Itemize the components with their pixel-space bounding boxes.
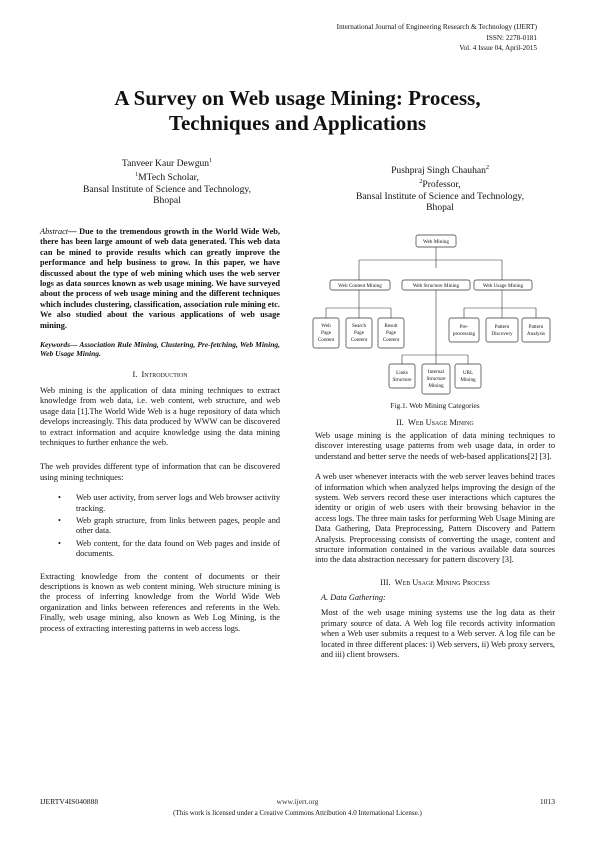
node-links-structure [389, 364, 415, 388]
section-2-heading [315, 418, 555, 428]
list-item: • Web graph structure, from links between pages, people and other data. [40, 516, 280, 537]
author-1 [52, 156, 282, 207]
section-2-number: II. [396, 418, 404, 427]
keywords-text: Association Rule Mining, Clustering, Pre-fetching, Web Mining, Web Usage Mining. [40, 340, 280, 359]
abstract-text: — Due to the tremendous growth in the World Wide Web, there has been large amount of web data generated. This web data can be mined to provide results which can greatly improve the performance and help business to grow. In this paper, we have discussed about the type of web mining which uses the web server logs as data sources known as web usage mining. We have surveyed about the process of web usage mining and the different techniques which includes clustering, classification, association rule mining etc. We also studied about the various applications of web usage mining. [40, 227, 280, 330]
label-text: Web [321, 323, 331, 329]
page-number: 1013 [539, 797, 555, 806]
figure-caption: Fig.1. Web Mining Categories [390, 401, 480, 410]
author-1-role-sup: 1 [135, 171, 139, 178]
label-text: Page [320, 330, 332, 336]
section-2-paragraph-2: A web user whenever interacts with the web server leaves behind traces of information which when analyzed helps improving the design of the system. Web servers record these user interactions which captures the identity or origin of web users with their browsing behavior in the access logs. The three main tasks for performing Web Usage Mining are Data Gathering, Data Preprocessing, Pattern Discovery and Pattern Analysis. Preprocessing consists of converting the usage, content and structure information contained in the various available data sources into the data abstraction necessary for pattern discovery [3]. [315, 472, 555, 565]
title-line-1: A Survey on Web usage Mining: Process, [114, 86, 481, 110]
label-text: Mining [428, 383, 444, 389]
left-column [40, 227, 280, 643]
title-line-2: Techniques and Applications [168, 111, 427, 135]
list-item: • Web content, for the data found on Web pages and inside of documents. [40, 539, 280, 560]
section-3-number: III. [380, 577, 391, 587]
issn: ISSN: 2278-0181 [486, 33, 537, 42]
label-text: Discovery [491, 331, 513, 337]
label-text: Result [384, 323, 398, 329]
author-1-name: Tanveer Kaur Dewgun [121, 158, 210, 170]
label-text: Page [353, 330, 365, 336]
section-2-paragraph-1: Web usage mining is the application of data mining techniques to discover interesting usage patterns from web usage data, in order to understand and better serve the needs of web-based applications[2] [3]. [315, 431, 555, 461]
section-1-number: I. [132, 369, 138, 379]
keywords-label: Keywords— [40, 340, 78, 350]
abstract-label: Abstract [40, 227, 69, 236]
volume-info: Vol. 4 Issue 04, April-2015 [459, 44, 537, 52]
subsection-a-heading: A. Data Gathering: [321, 592, 386, 602]
label-usage-mining: Web Usage Mining [482, 283, 524, 289]
node-preprocessing [449, 318, 479, 342]
label-text: Internal [427, 369, 445, 375]
journal-header [337, 22, 537, 54]
author-1-sup: 1 [209, 158, 213, 164]
author-2-name: Pushpraj Singh Chauhan [391, 165, 486, 177]
label-text: Search [351, 323, 367, 329]
section-3-paragraph-1: Most of the web usage mining systems use the log data as their primary source of data. A Web log file records activity information when a Web user submits a request to a Web server. A log file can be located in three different places: i) Web servers, ii) Web proxy servers, and iii) client browsers. [321, 608, 555, 659]
label-text: Pattern [528, 324, 544, 330]
intro-paragraph-2: The web provides different type of information that can be discovered using mining techniques: [40, 462, 280, 482]
label-text: URL [462, 370, 474, 376]
section-1-heading [40, 370, 280, 380]
section-3-heading [315, 578, 555, 588]
bullet-list [40, 493, 280, 559]
journal-url-link[interactable]: www.ijert.org [276, 797, 319, 806]
label-content-mining: Web Content Mining [338, 283, 382, 289]
label-text: Links [396, 370, 408, 376]
intro-paragraph-1: Web mining is the application of data mining techniques to extract knowledge from web data, i.e. web content, web structure, and web usage data [1].The World Wide Web is a huge repository of data which develops increasingly. This data produced by WWW can be discovered to extract information and acquire knowledge using the data mining techniques to further enhance the web. [40, 385, 280, 447]
right-column [315, 418, 555, 669]
author-2-sup: 2 [485, 165, 489, 171]
author-2-role-sup: 2 [419, 178, 423, 185]
node-pattern-discovery [486, 318, 518, 342]
label-text: Structure [426, 376, 446, 382]
paper-id: IJERTV4IS040888 [40, 797, 99, 806]
label-text: Pattern [494, 324, 510, 330]
label-text: Structure [392, 377, 412, 383]
label-text: Mining [460, 377, 476, 383]
author-2-city: Bhopal [426, 202, 454, 214]
author-1-city: Bhopal [153, 195, 181, 207]
label-structure-mining: Web Structure Mining [412, 283, 460, 289]
paper-title [40, 86, 555, 136]
node-url-mining [455, 364, 481, 388]
author-2-role: Professor, [422, 178, 461, 190]
label-text: Content [350, 337, 368, 343]
author-2-institute: Bansal Institute of Science and Technology, [356, 190, 524, 202]
section-1-title: Introduction [141, 369, 188, 379]
label-text: Page [385, 330, 397, 336]
author-1-role: MTech Scholar, [138, 171, 199, 183]
web-mining-diagram [312, 228, 562, 396]
section-2-title: Web Usage Mining [408, 418, 474, 427]
keywords [40, 340, 280, 359]
intro-paragraph-3: Extracting knowledge from the content of documents or their descriptions is known as web content mining. Web structure mining is the process of inferring knowledge from the World Wide Web organization and links between references and referents in the Web. Finally, web usage mining, also known as Web Log Mining, is the process of extracting interesting patterns in web access logs. [40, 571, 280, 633]
label-text: Content [317, 337, 335, 343]
license-note: (This work is licensed under a Creative Commons Attribution 4.0 International License.) [173, 809, 422, 817]
label-text: processing [452, 331, 476, 337]
abstract [40, 227, 280, 331]
node-pattern-analysis [522, 318, 550, 342]
label-text: Pre- [459, 324, 469, 330]
label-text: Content [382, 337, 400, 343]
label-root: Web Mining [423, 239, 449, 245]
author-1-institute: Bansal Institute of Science and Technology, [83, 183, 251, 195]
list-item: • Web user activity, from server logs and Web browser activity tracking. [40, 493, 280, 514]
author-2 [320, 163, 560, 214]
label-text: Analysis [526, 331, 546, 337]
journal-name: International Journal of Engineering Research & Technology (IJERT) [336, 23, 537, 31]
section-3-title: Web Usage Mining Process [394, 577, 490, 587]
